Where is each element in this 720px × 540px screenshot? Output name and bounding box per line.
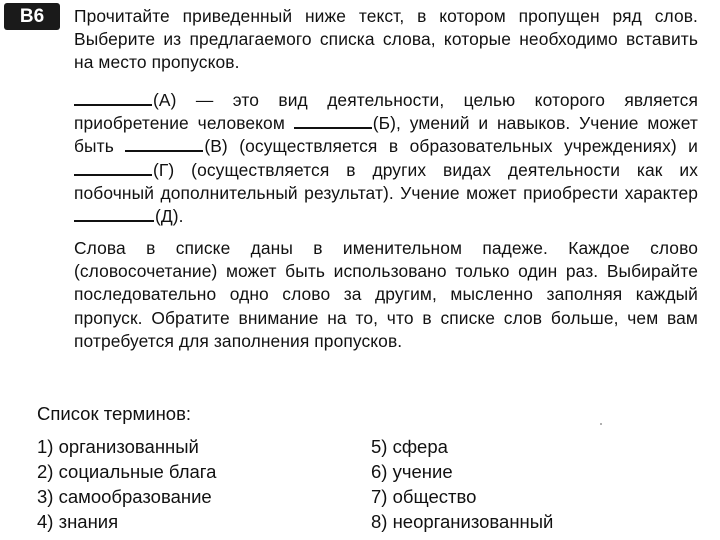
terms-column-left bbox=[37, 434, 337, 534]
term-item: 6) учение bbox=[371, 461, 453, 482]
term-item: 3) самообразование bbox=[37, 486, 212, 507]
term-item: 8) неорганизованный bbox=[371, 511, 554, 532]
passage-segment-d: (Д). bbox=[155, 206, 184, 227]
blank-a bbox=[74, 90, 152, 106]
passage-segment-a: (А) — это вид деятельности, целью которого является приобретение человеком bbox=[74, 90, 698, 134]
term-item: 5) сфера bbox=[371, 436, 448, 457]
term-item: 4) знания bbox=[37, 511, 119, 532]
blank-v bbox=[125, 136, 203, 152]
task-number-badge: В6 bbox=[4, 3, 60, 30]
term-item: 1) организованный bbox=[37, 436, 199, 457]
term-item: 7) общество bbox=[371, 486, 477, 507]
passage-segment-v: (В) (осуществляется в образовательных учреждениях) и bbox=[204, 136, 698, 157]
rules-text: Слова в списке даны в именительном падеже. Каждое слово (словосочетание) может быть использовано только один раз. Выбирайте последовательно одно слово за другим, мысленно заполняя каждый пропуск. Обратите внимание на то, что в списке слов больше, чем вам потребуется для заполнения пропусков. bbox=[74, 238, 698, 351]
blank-g bbox=[74, 160, 152, 176]
task-instruction: Прочитайте приведенный ниже текст, в котором пропущен ряд слов. Выберите из предлагаемого списка слова, которые необходимо вставить на место пропусков. bbox=[74, 6, 698, 73]
term-item: 2) социальные блага bbox=[37, 461, 217, 482]
terms-column-right bbox=[371, 434, 671, 534]
passage-text bbox=[74, 89, 698, 228]
passage-segment-g: (Г) (осуществляется в других видах деятельности как их побочный дополнительный результат). Учение может приобрести характер bbox=[74, 159, 698, 203]
blank-b bbox=[294, 113, 372, 129]
scan-speck bbox=[600, 423, 602, 425]
terms-title: Список терминов: bbox=[37, 403, 192, 424]
passage-segment-b: (Б), умений и навыков. Учение может быть bbox=[74, 113, 698, 157]
blank-d bbox=[74, 206, 154, 222]
